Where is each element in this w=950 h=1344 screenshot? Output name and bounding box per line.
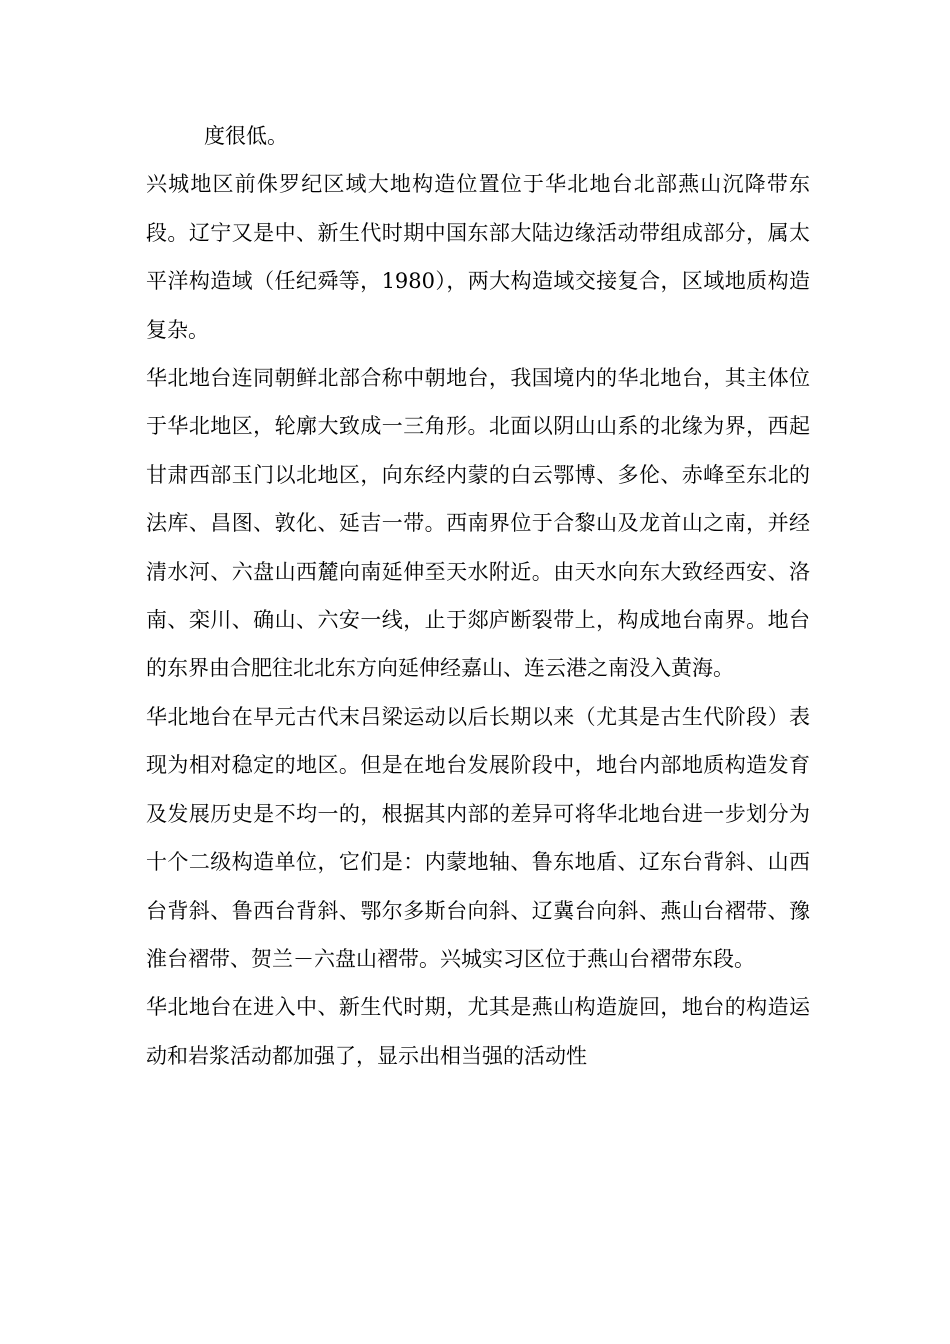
paragraph-continuation: 度很低。: [204, 124, 288, 148]
paragraph-north-china-platform-boundaries: 华北地台连同朝鲜北部合称中朝地台，我国境内的华北地台，其主体位于华北地区，轮廓大致成一三角形。北面以阴山山系的北缘为界，西起甘肃西部玉门以北地区，向东经内蒙的白云鄂博、多伦、赤峰至东北的法库、昌图、敦化、延吉一带。西南界位于合黎山及龙首山之南，并经清水河、六盘山西麓向南延伸至天水附近。由天水向东大致经西安、洛南、栾川、确山、六安一线，止于郯庐断裂带上，构成地台南界。地台的东界由合肥往北北东方向延伸经嘉山、连云港之南没入黄海。: [146, 366, 810, 681]
paragraph-regional-tectonics: 兴城地区前侏罗纪区域大地构造位置位于华北地台北部燕山沉降带东段。辽宁又是中、新生代时期中国东部大陆边缘活动带组成部分，属太平洋构造域（任纪舜等，1980），两大构造域交接复合，区域地质构造复杂。: [146, 172, 810, 342]
paragraph-mesozoic-activity: 华北地台在进入中、新生代时期，尤其是燕山构造旋回，地台的构造运动和岩浆活动都加强了，显示出相当强的活动性: [146, 995, 810, 1068]
paragraph-tectonic-units: 华北地台在早元古代末吕梁运动以后长期以来（尤其是古生代阶段）表现为相对稳定的地区。但是在地台发展阶段中，地台内部地质构造发育及发展历史是不均一的，根据其内部的差异可将华北地台进一步划分为十个二级构造单位，它们是：内蒙地轴、鲁东地盾、辽东台背斜、山西台背斜、鲁西台背斜、鄂尔多斯台向斜、辽冀台向斜、燕山台褶带、豫淮台褶带、贺兰－六盘山褶带。兴城实习区位于燕山台褶带东段。: [146, 704, 810, 971]
body-text: [146, 112, 810, 1080]
